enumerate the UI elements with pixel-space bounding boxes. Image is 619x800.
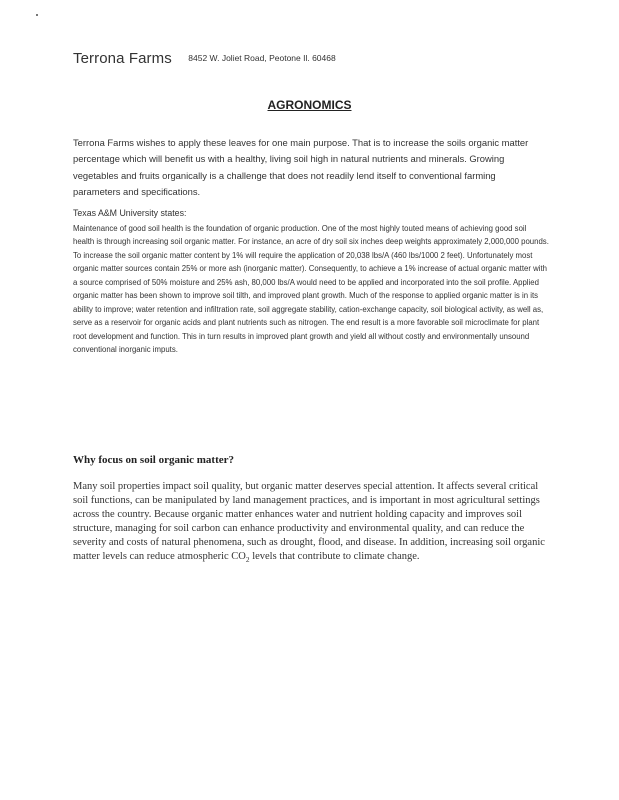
- company-address: 8452 W. Joliet Road, Peotone Il. 60468: [188, 53, 336, 63]
- intro-paragraph: Terrona Farms wishes to apply these leaves for one main purpose. That is to increase the soils organic matter percentage which will benefit us with a healthy, living soil high in natural nutrients and minerals. Growing vegetables and fruits organically is a challenge that does not readily lend itself to conventional farming parameters and specifications.: [73, 137, 529, 197]
- co2-subscript: 2: [245, 555, 250, 565]
- section-heading: Why focus on soil organic matter?: [73, 454, 235, 466]
- quote-paragraph: Maintenance of good soil health is the foundation of organic production. One of the most highly touted means of achieving good soil health is through increasing soil organic matter. For instance, an acre of dry soil six inches deep weights approximately 2,000,000 pounds. To increase the soil organic matter content by 1% will require the application of 20,038 lbs/A (460 lbs/1000 2 feet). Unfortunately most organic matter sources contain 25% or more ash (inorganic matter). Consequently, to achieve a 1% increase of actual organic matter with a source comprised of 50% moisture and 25% ash, 80,000 lbs/A would need to be applied and incorporated into the soil profile. Applied organic matter has been shown to improve soil tilth, and improved plant growth. Much of the response to applied organic matter is in its ability to improve; water retention and infiltration rate, soil aggregate stability, cation-exchange capacity, soil biological activity, as well as, serve as a reservoir for organic acids and plant nutrients such as nitrogen. The end result is a more favorable soil microclimate for plant root development and function. This in turn results in improved plant growth and yield all without costly and environmentally unsound conventional inorganic imputs.: [73, 224, 549, 355]
- company-name: Terrona Farms: [73, 50, 172, 67]
- section-paragraph-end: levels that contribute to climate change.: [249, 551, 420, 563]
- quote-source: Texas A&M University states:: [73, 208, 187, 218]
- letterhead: [73, 50, 553, 68]
- page-title: AGRONOMICS: [267, 98, 352, 112]
- section-paragraph: [73, 480, 547, 565]
- section-paragraph-text: Many soil properties impact soil quality, but organic matter deserves special attention. It affects several critical soil functions, can be manipulated by land management practices, and is important in most agricultural settings across the country. Because organic matter enhances water and nutrient holding capacity and improves soil structure, managing for soil carbon can enhance productivity and environmental quality, and can reduce the severity and costs of natural phenomena, such as drought, flood, and disease. In addition, increasing soil organic matter levels can reduce atmospheric CO: [73, 481, 545, 563]
- stray-mark: [36, 14, 38, 16]
